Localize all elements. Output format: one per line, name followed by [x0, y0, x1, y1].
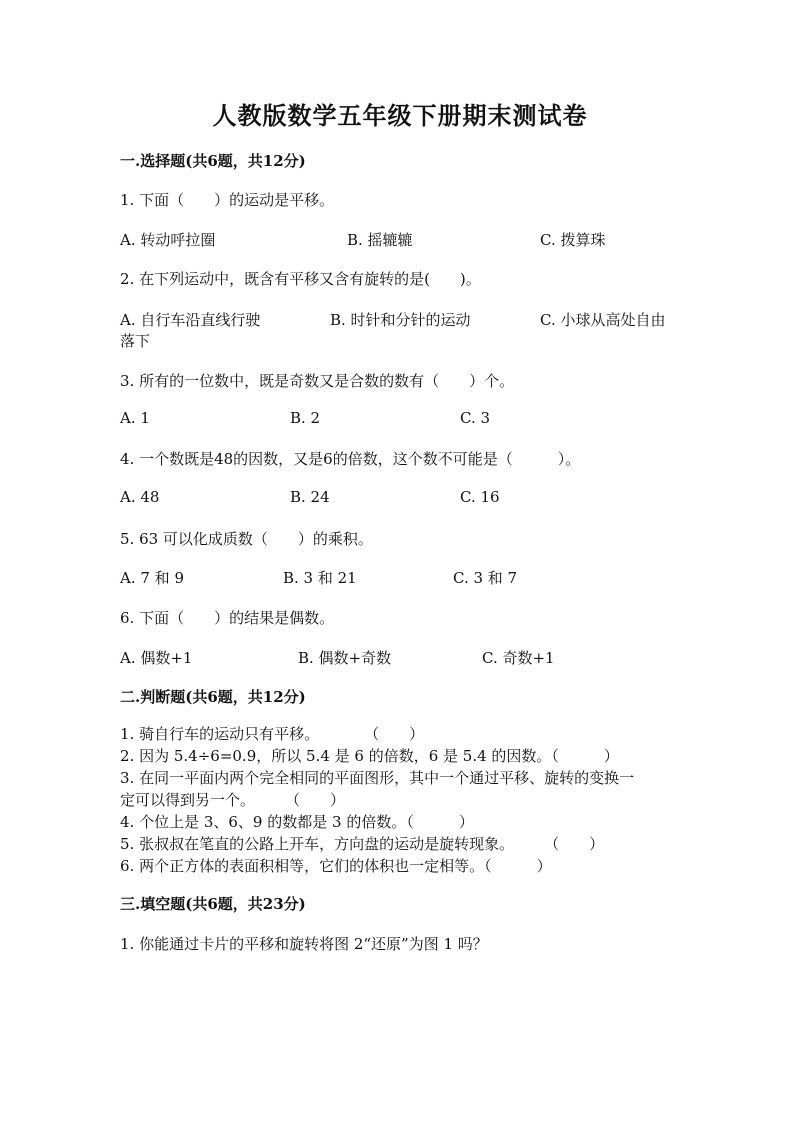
question-1-5-option-c: C. 3 和 7 — [453, 569, 518, 587]
judge-item-4: 4. 个位上是 3、6、9 的数都是 3 的倍数。（ ） — [120, 813, 474, 831]
judge-item-3-wrap: 定可以得到另一个。 （ ） — [120, 791, 346, 809]
question-1-2-option-c-wrap: 落下 — [120, 332, 151, 350]
question-1-5-option-a: A. 7 和 9 — [120, 569, 184, 587]
question-1-1-option-b: B. 摇辘辘 — [347, 231, 413, 249]
question-1-2-option-a: A. 自行车沿直线行驶 — [120, 311, 261, 329]
judge-item-5: 5. 张叔叔在笔直的公路上开车，方向盘的运动是旋转现象。 （ ） — [120, 835, 605, 853]
question-1-5-stem: 5. 63 可以化成质数（ ）的乘积。 — [120, 530, 373, 548]
question-1-1-option-c: C. 拨算珠 — [540, 231, 606, 249]
section-3-heading: 三.填空题(共6题，共23分) — [120, 895, 306, 913]
fill-question-1: 1. 你能通过卡片的平移和旋转将图 2“还原”为图 1 吗？ — [120, 935, 488, 953]
question-1-2-option-b: B. 时针和分针的运动 — [330, 311, 471, 329]
judge-item-1: 1. 骑自行车的运动只有平移。 （ ） — [120, 725, 425, 743]
question-1-1-option-a: A. 转动呼拉圈 — [120, 231, 216, 249]
page-title: 人教版数学五年级下册期末测试卷 — [212, 101, 588, 130]
question-1-6-option-a: A. 偶数+1 — [120, 649, 193, 667]
question-1-2-option-c: C. 小球从高处自由 — [540, 311, 666, 329]
question-1-4-option-c: C. 16 — [460, 488, 500, 506]
question-1-3-stem: 3. 所有的一位数中，既是奇数又是合数的数有（ ）个。 — [120, 372, 515, 390]
question-1-3-option-b: B. 2 — [290, 409, 321, 427]
section-2-heading: 二.判断题(共6题，共12分) — [120, 688, 306, 706]
judge-item-6: 6. 两个正方体的表面积相等，它们的体积也一定相等。（ ） — [120, 857, 552, 875]
question-1-4-stem: 4. 一个数既是48的因数，又是6的倍数，这个数不可能是（ ）。 — [120, 450, 581, 468]
question-1-3-option-a: A. 1 — [120, 409, 150, 427]
question-1-3-option-c: C. 3 — [460, 409, 491, 427]
question-1-1-stem: 1. 下面（ ）的运动是平移。 — [120, 191, 335, 209]
question-1-4-option-b: B. 24 — [290, 488, 330, 506]
question-1-2-stem: 2. 在下列运动中，既含有平移又含有旋转的是( )。 — [120, 270, 481, 288]
question-1-6-option-c: C. 奇数+1 — [482, 649, 555, 667]
section-1-heading: 一.选择题(共6题，共12分) — [120, 152, 306, 170]
question-1-5-option-b: B. 3 和 21 — [283, 569, 357, 587]
question-1-6-stem: 6. 下面（ ）的结果是偶数。 — [120, 609, 335, 627]
judge-item-2: 2. 因为 5.4÷6=0.9，所以 5.4 是 6 的倍数，6 是 5.4 的因数。（ ） — [120, 747, 619, 765]
judge-item-3: 3. 在同一平面内两个完全相同的平面图形，其中一个通过平移、旋转的变换一 — [120, 769, 635, 787]
question-1-4-option-a: A. 48 — [120, 488, 160, 506]
question-1-6-option-b: B. 偶数+奇数 — [298, 649, 392, 667]
